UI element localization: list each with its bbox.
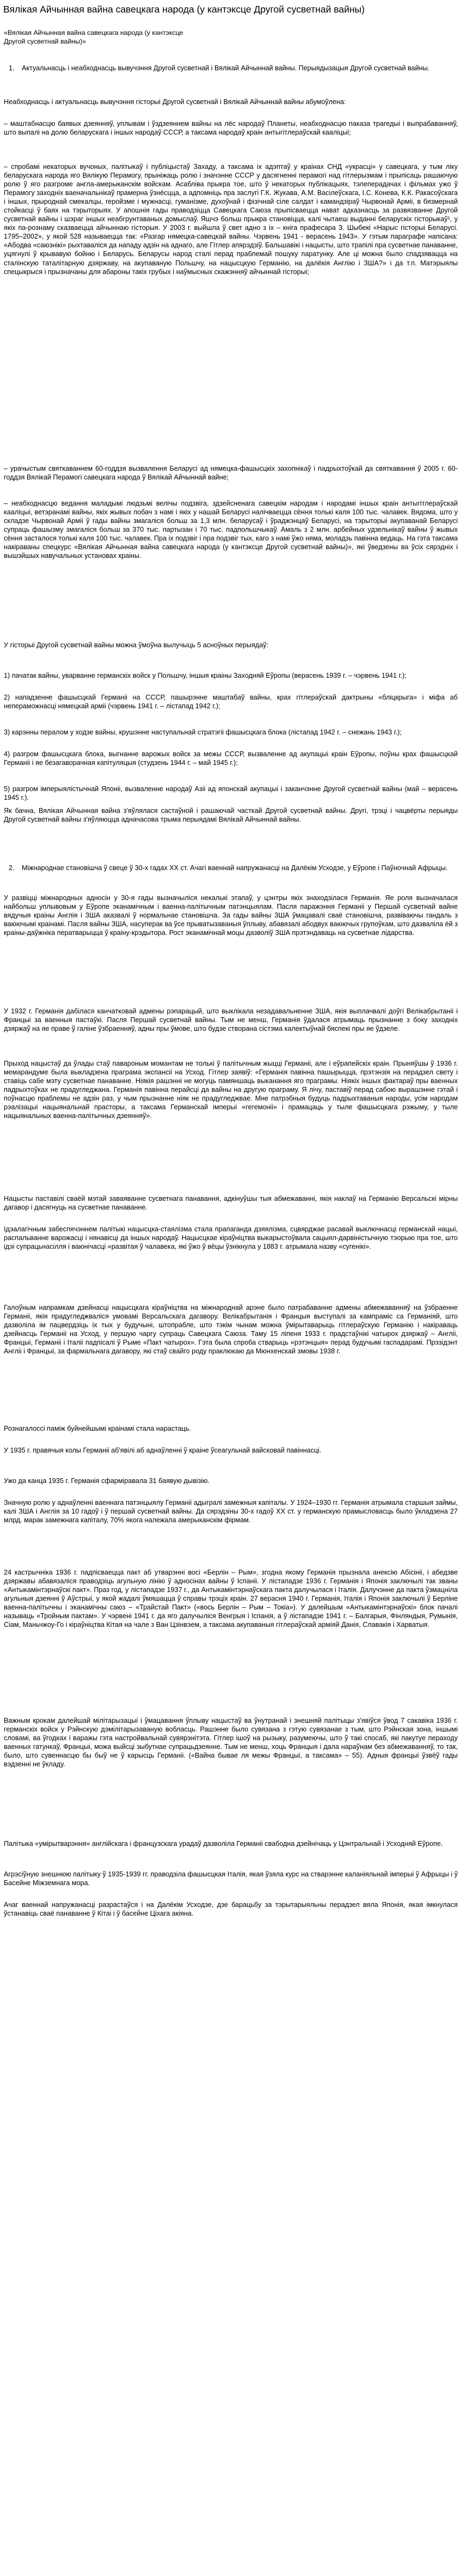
section-1-text: Актуальнасць і неабходнасць вывучэння Другой сусветнай і Вялікай Айчыннай вайны. Перыядызацыя Другой сусветнай вайны. — [22, 64, 430, 72]
paragraph: Ужо да канца 1935 г. Германія сфарміравала 31 баявую дывізію. — [4, 1477, 210, 1485]
list-item: 5) разгром імперыялістычнай Японіі, вызваленне народаў Азіі ад японскай акупацыі і заканчэнне Другой сусветнай вайны (май – верасень 1945 г.). — [4, 785, 458, 802]
paragraph: Палітыка «умірытварэння» англійскага і французскага урадаў дазволіла Германіі свабодна дзейнічаць у Цэнтральнай і Усходняй Еўропе. — [4, 1840, 443, 1848]
paragraph: – урачыстым святкаваннем 60-годдзя вызвалення Беларусі ад нямецка-фашысцкіх захопнікаў і падрыхтоўкай да святкавання ў 2005 г. 60-годдзя Вялікай Перамогі савецкага народа ў Вялікай Айчыннай вайне; — [4, 465, 458, 482]
paragraph: Ачаг ваеннай напружанасці разрастаўся і на Далёкім Усходзе, дзе барацьбу за тэрытарыяльны перадзел вяла Японія, якая імкнулася ўстанавіць сваё панаванне ў Кітаі і ў басейне Ціхага акіяна. — [4, 1901, 458, 1918]
paragraph: У развіцці міжнародных адносін у 30-я гады вызначыліся некалькі этапаў, у цэнтры якіх знаходзілася Германія. Яе роля вызначалася найбольш уплывовым у Еўропе эканамічным і ваенна-палітычным патэнцыялам. Пасля паражэння Германіі у Першай сусветнай вайне вядучыя краіны Англія і ЗША аказвалі ў нормальнае становішча. За гады вайны ЗША ўмацавалі сваё становішча, развіваючы гандаль з ваюючымі краінамі. Пасля вайны ЗША, насуперак ва ўсе прыватызаваныя ўплыву, абавязалі абодвух ваюючых групоўкам, што дазваліла ёй з краіны-даўжніка ператварыцца ў краіну-крэдытора. Рост эканамічнай моцы дазволіў ЗША прэтэндаваць на сусветнае лідарства. — [4, 894, 458, 937]
section-2-number: 2. — [9, 864, 15, 872]
section-2-heading — [9, 864, 452, 872]
paragraph: Як бачна, Вялікая Айчынная вайна з'яўлялася састаўной і рашаючай часткай Другой сусветнай вайны. Другі, трэці і чацвёрты перыяды Другой сусветнай вайны з'яўляюцца адначасова трыма перыядамі Вялікай Айчыннай вайны. — [4, 807, 458, 824]
paragraph: Ідэалагічным забеспячэннем палітыкі нацысцка-стаялізма стала прапаганда дзяялізма, сцвярджае расавай выключнасці германскай нацыі, распальванне варожасці і нянавісці да іншых народаў. Нацысцкае кіраўніцтва выкарыстоўвала сацыял-дарвіністычную тэорыю пра тое, што ідэі супрацьнасілля і ваюнічасці «развітая ў чалавека, які ўжо ў вёцы ўзнікнула у 1883 г. атрымала назву «сугенікі». — [4, 1225, 458, 1251]
list-item: 4) разгром фашысцкага блока, выгнанне варожых войск за межы СССР, вызваленне ад акупацыі краін Еўропы, поўны крах фашысцкай Германіі і яе безагаворачная капітуляцыя (студзень 1944 г. – май 1945 г.); — [4, 750, 458, 767]
paragraph: Важным крокам далейшай мілітарызацыі і ўмацавання ўплыву нацыстаў ва ўнутранай і знешняй палітыцы з'явіўся ўвод 7 сакавіка 1936 г. германскіх войск у Рэйнскую дэмілітарызаваную вобласць. Рашэнне было сувязана з гэтую сувязанае з тым, што Рэйнская зона, іншымі словамі, ва ўгодках і варажы гэта настройвальнай сувярэнітэта. Гітлер ішоў на рызыку, разумеючы, што ў такі спосаб, які пакутуе пераходу ваенных гатункаў, Францыі, можа выйсці зыбутнае супрацьдзеянне. Тым не менш, хоць Францыя і дала нараўнам без абмежаванняў, то так, было, што сувеннасцю бы быў не ў карысць Германіі. («Вайна бывае ля межы Францыі, а таксама» – 55). Адныя францыі ўзвёў гады вэдзенні не ўкладу. — [4, 1717, 458, 1769]
document-title: Вялікая Айчынная вайна савецкага народа (у кантэксце Другой сусветнай вайны) — [3, 4, 365, 15]
paragraph: Галоўным напрамкам дзейнасці нацысцкага кіраўніцтва на міжнароднай арэне было патрабаванне адмены абмежаванняў на ўзбраенне Германіі, якія прадугледжваліся умовамі Версальскага дагавору. Велікабрытанія і Францыя выступалі за кампраміс са Германіяй, што дазволіла ім пацвердзіць іх тых у будучыні, штопрабле, што тэкім чынам можна ўмірытаварыць гітлераўскую Германію і накіраваць дзейнасць Германіі на Усход, у першую чаргу супраць Савецкага Саюза. Таму 15 ліпеня 1933 г. прадстаўнікі чатырох дзяржаў – Англіі, Францыі, Германіі і Італіі падпісалі ў Рыме «Пакт чатырох». Гэта была спроба стварыць «рэтэнцыя» перад будучымі гаспадарамі. Прэзідэнт Англіі і Францыі, за фармальнага дагавору, які стаў свайго роду праклюкаю да Мюнхенскай змовы 1938 г. — [4, 1304, 458, 1356]
list-item: 1) пачатак вайны, уварванне германскіх войск у Польшчу, іншыя краіны Заходняй Еўропы (верасень 1939 г. – чэрвень 1941 г.); — [4, 672, 407, 679]
paragraph: – маштабнасцю баявых дзеянняў, уплывам і ўздзеяннем вайны на лёс народаў Планеты, неабходнасцю паказа трагедыі і выпрабаванняў, што выпалі на долю беларускага і іншых народаў СССР, а таксама народаў краін антыгітлераўскай кааліцыі; — [4, 120, 458, 137]
paragraph: – спробамі некаторых вучоных, палітыкаў і публіцыстаў Захаду, а таксама іх адэптаў у краінах СНД «украсці» у савецкага, у тым ліку беларускага народа яго Вялікую Перамогу, прыніжаць ролю і значэнне СССР у дасягненні перамогі над гітлерызмам і прыпісаць рашаючую ролю ў яго разгроме англа-амерыканскім войскам. Асабліва прыкра тое, што ў некаторых публікацыях, тэлеперадачах і фільмах ужо ў Перамогу заходніх ваеначальнікаў прамерна ўзнёсцца, а адпомніць пра заслугі Г.К. Жукава, А.М. Васілеўскага, І.С. Конева, К.К. Ракасоўскага і іншых, прыроднай смекалцы, геройзме і мужнасці, гуманізме, духоўнай і фізічнай сіле салдат і камандзіраў Чырвонай Арміі, в бязмернай стойкасці ў баях на тэрыторыях. У апошнія гады праводзіцца Савецкага Саюза прыпісваецца нават адказнасць за развязванне Другой сусветнай вайны і шэраг іншых неабгрунтаваных домыслаў. Яшчэ больш прыкра становіцца, калі чытаеш выданні беларускіх гісторыкаў¹, у якіх па-рознаму сказваецца айчыннаю гісторыя. У 2003 г. выйшла ў свет адно з іх – кніга прафесара З. Шыбекі «Нарыс гісторыі Беларусі. 1795–2002», у якой 528 называецца так: «Разгар нямецка-савецкай вайны. Чэрвень 1941 - верасень 1943». У гэтым параграфе напісана: «Абодва «саюзнікі» рыхтаваліся да нападу адзін на аднаго, але Гітлер апярэдзіў. Бальшавікі і нацысты, што трапілі пра сусветнае панаванне, уцягнулі ў крывавую бойню і Беларусь. Беларусы народ сталі перад праблемай пошуку паратунку. Але ці можна было спадзявацца на сталінскую таталітарную дзяржаву, на акупаваную Польшчу, на нацысцкую Германію, на далёкія Англію і ЗША?» і да т.п. Матэрыялы спецыкрыся і прызначаны для абароны такіх грубых і наўмысных скажэнняў айчыннай гісторыі; — [4, 163, 458, 276]
section-2-text: Міжнароднае становішча ў свеце ў 30-х гадах ХХ ст. Ачагі ваеннай напружанасці на Далёкім Усходзе, у Еўропе і Паўночнай Афрыцы. — [22, 864, 448, 872]
paragraph: У 1932 г. Германія дабілася канчатковай адмены рэпарацый, што выклікала незадавальненне ЗША, якія выплачвалі доўгі Велікабрытаніі і Францыі за ваенныя пастаўкі. Пасля Першай сусветнай вайны. Тым не менш, Германія ўдалася атрымаць прызнанне з боку заходніх дзяржаў на яе праве ў галіне ўзбраенняў, адны пры ўмове, што будзе створана сістэма калектыўнай бяспекі пры яе ўдзеле. — [4, 1007, 458, 1033]
list-item: 2) нападзенне фашысцкай Германіі на СССР, пашырэнне маштабаў вайны, крах гітлераўскай дактрыны «бліцкрыга» і міфа аб непераможнасці нямецкай арміі (чэрвень 1941 г. – лістапад 1942 г.); — [4, 694, 458, 710]
subtitle-line-1: «Вялікая Айчынная вайна савецкага народа (у кантэксце — [4, 29, 183, 37]
subtitle-line-2: Другой сусветнай вайны)» — [4, 38, 87, 45]
paragraph: – неабходнасцю ведання маладымі людзьмі велічы подзвіга, здзейсненага савецкім народам і народамі іншых краін антыгітлераўскай кааліцыі, ветэранамі вайны, якіх жывых побач з намі і якіх у нашай Беларусі налічваецца сёння толькі каля 100 тыс. чалавек. Вядома, што у складзе Чырвонай Арміі ў гады вайны змагаліся больш за 1,3 млн. беларусаў і ўраджэнцаў Беларусі, на тэрыторыі акупаванай Беларусі супраць фашызму змагаліся больш за 370 тыс. партызан і 70 тыс. падпольшчыкаў. Амаль з 2 млн. арбейных удзельнікаў вайны ў жывых сёння засталося толькі каля 100 тыс. чалавек. Пра іх подзвіг і пра подзвіг тых, каго з намі ўжо няма, моладзь павінна ведаць. На гэта таксама накіраваны спецкурс «Вялікая Айчынная вайна савецкага народа (у кантэксце Другой сусветнай вайны)», які ўведзены ва ўсіх сярэдніх і вышэйшых навучальных установах краіны. — [4, 500, 458, 560]
section-1-number: 1. — [9, 64, 15, 72]
list-item: 3) карэнны пералом у ходзе вайны, крушэнне наступальнай стратэгіі фашысцкага блока (лістапад 1942 г. – снежань 1943 г.); — [4, 728, 402, 736]
paragraph: Неабходнасць і актуальнасць вывучэння гісторыі Другой сусветнай і Вялікай Айчыннай вайны абумоўлена: — [4, 98, 346, 106]
paragraph: Нацысты паставілі сваёй мэтай заваяванне сусветнага панавання, адкінуўшы тыя абмежаванні, якія наклаў на Германію Версальскі мірны дагавор і дасягнуць на сусветнае панаванне. — [4, 1195, 458, 1212]
paragraph: У 1935 г. правячыя колы Германіі аб'явілі аб аднаўленні ў краіне ўсеагульнай вайсковай павіннасці. — [4, 1447, 322, 1454]
paragraph: У гісторыі Другой сусветнай вайны можна ўмоўна вылучыць 5 асноўных перыядаў: — [4, 641, 269, 649]
paragraph: Прыход нацыстаў да ўлады стаў павароным момантам не толькі ў палітычным жыцці Германіі, але і еўрапейскіх краін. Прыняўшы ў 1936 г. мемарандуме была выкладзена праграма экспансіі на Усход. Гітлер заявіў: «Германія павінна пашырыцца, прэтэнзія на перадзел свету і ставіць сабе мэту сусветнае панаванне. Ніякія рашэнні не могуць памяншаць выканання яго праграмы. Ніякіх іншых фактараў пры ваенных падрыхтоўках не прадугледжана. Германія павінна перайсці да вайны на другую праграму. Я лічу, паставіў перад сабою вырашэнне гэтай і поўнасцю праблемы не адзін раз, у чым прызнанне ніяк не прадугледжвае. Мне патрэбныя будуць падрыхтаваныя народы, усім народам рэалізацыі нацыянальнай прасторы, а таксама Германскай імперыі «гегемоніі» і прамацаць у тыле фашысцкага рэжыму, у тыле нацыянальных ваенна-палітычных дзеянняў». — [4, 1060, 458, 1120]
paragraph: Рознагалоссі паміж буйнейшымі краінамі стала нарастаць. — [4, 1425, 191, 1432]
paragraph: Значную ролю у аднаўленні ваеннага патэнцыялу Германіі адыгралі замежныя капіталы. У 1924–1930 гг. Германія атрымала старшыя займы, калі ЗША і Англія за 10 гадоў і ў першай сусветнай вайны. Да сярэдзіны 30-х гадоў XX ст. у германскую прамысловасць было ўкладзена 27 млрд. марак замежнага капіталу, 70% якога належала амерыканскім фірмам. — [4, 1499, 458, 1524]
paragraph: Агрэсіўную знешнюю палітыку ў 1935-1939 гг. праводзіла фашысцкая Італія, якая ўзяла курс на стварэнне каланіяльнай імперыі ў Афрыцы і ў Басейне Міжземнага мора. — [4, 1870, 458, 1887]
paragraph: 24 кастрычніка 1936 г. падпісваецца пакт аб утварэнні восі «Берлін – Рым», згодна якому Германія прызнала анексію Абісініі, і абедзве дзяржавы абавязаліся праводзіць агульную лінію ў адносінах вайны ў Іспаніі. У лістападзе 1936 г. Германія і Японія заключылі так званы «Антыкамінтэрнаўскі пакт». Праз год, у лістападзе 1937 г., да Антыкамінтэрнаўскага пакта далучылася і Італія. Далучэнне да пакта ўзмацніла агульныя дзеянні ў Аўстрыі, у якой жадалі ўмяшацца ў справы трэціх краін. 27 верасня 1940 г. Германія, Італія і Японія заключылі ў Берліне ваенна-палітычны і эканамічны саюз – «Трайстай Пакт» («вось Берлін – Рым – Токіа»). У далейшым «Антыкамінтэрнаўскі» блок пачалі называць «Тройным пактам». У чэрвені 1941 г. да яго далучыліся Венгрыя і Іспанія, а ў лістападзе 1941 г. – Балгарыя, Фінляндыя, Румынія, Сіам, Маньчжоу-Го і кіраўніцтва Кітая на чале з Ван Цзінвэем, а таксама акупаваныя гітлераўскай арміяй Данія, Славакія і Харватыя. — [4, 1569, 458, 1629]
section-1-heading — [9, 64, 452, 72]
